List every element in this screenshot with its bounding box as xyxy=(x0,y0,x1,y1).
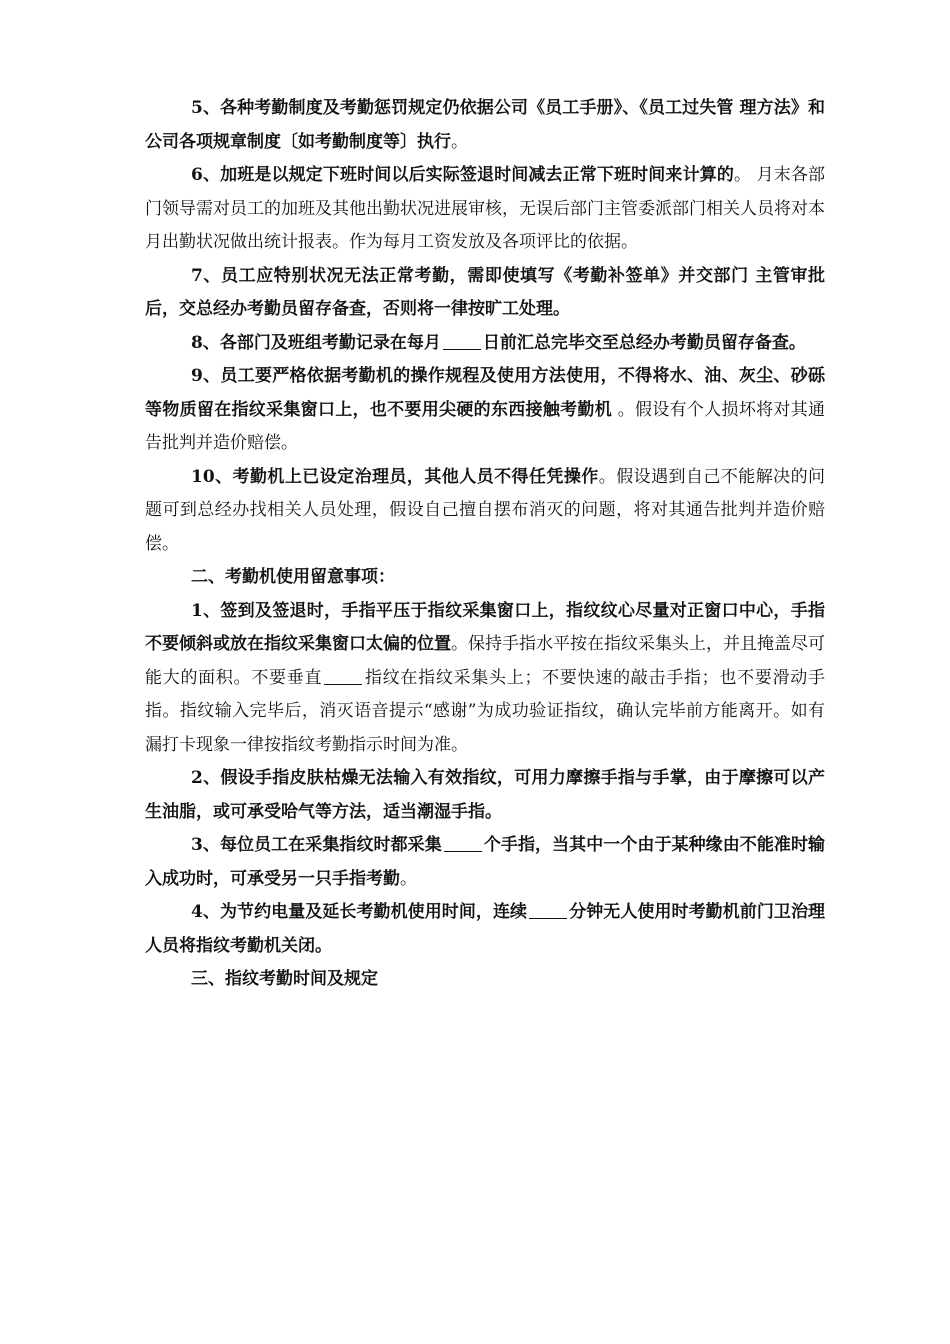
paragraph-10-normal: 。假设遇到自己不能解决的问题可到总经办找相关人员处理，假设自己擅自摆布消灭的问题，将对其通告批判并造价赔偿。 xyxy=(145,466,826,554)
paragraph-8-bold-a: 8、各部门及班组考勤记录在每月 xyxy=(191,332,441,353)
paragraph-6-normal: 。 月末各部门领导需对员工的加班及其他出勤状况进展审核，无误后部门主管委派部门相关人员将对本月出勤状况做出统计报表。作为每月工资发放及各项评比的依据。 xyxy=(145,165,826,252)
note-2-bold: 2、假设手指皮肤枯燥无法输入有效指纹，可用力摩擦手指与手掌，由于摩擦可以产生油脂，或可承受哈气等方法，适当潮湿手指。 xyxy=(145,768,825,822)
note-3-normal: 。 xyxy=(400,868,417,889)
section-heading-3 xyxy=(145,963,825,997)
paragraph-9-normal: 。假设有个人损坏将对其通告批判并造价赔偿。 xyxy=(145,399,826,453)
paragraph-7-bold: 7、员工应特别状况无法正常考勤，需即使填写《考勤补签单》并交部门 主管审批后，交总经办考勤员留存备查，否则将一律按旷工处理。 xyxy=(145,265,825,319)
paragraph-10 xyxy=(145,461,825,562)
note-3-bold-a: 3、每位员工在采集指纹时都采集 xyxy=(191,835,442,855)
fill-in-blank xyxy=(444,833,482,852)
fill-in-blank xyxy=(443,331,481,350)
paragraph-5-normal: 。 xyxy=(451,131,468,152)
paragraph-9-bold: 9、员工要严格依据考勤机的操作规程及使用方法使用，不得将水、油、灰尘、砂砾等物质留在指纹采集窗口上，也不要用尖硬的东西接触考勤机 xyxy=(145,366,825,420)
section-heading-3-text: 三、指纹考勤时间及规定 xyxy=(191,969,378,989)
note-1 xyxy=(145,595,825,763)
note-4-bold-a: 4、为节约电量及延长考勤机使用时间，连续 xyxy=(191,902,528,922)
section-heading-2 xyxy=(145,561,825,595)
fill-in-blank xyxy=(529,900,567,919)
paragraph-6-bold: 6、加班是以规定下班时间以后实际签退时间减去正常下班时间来计算的 xyxy=(191,165,734,185)
note-1-normal-a: 。保持手指水平按在指纹采集头上，并且掩盖尽可能大的面积。不要垂直 xyxy=(145,634,825,688)
note-3 xyxy=(145,829,825,896)
note-2 xyxy=(145,762,825,829)
note-1-bold: 1、签到及签退时，手指平压于指纹采集窗口上，指纹纹心尽量对正窗口中心，手指不要倾斜或放在指纹采集窗口太偏的位置 xyxy=(145,600,825,654)
note-3-bold-b: 个手指，当其中一个由于某种缘由不能准时输入成功时，可承受另一只手指考勤 xyxy=(145,835,826,889)
paragraph-9 xyxy=(145,360,825,461)
paragraph-7 xyxy=(145,260,825,327)
paragraph-8 xyxy=(145,327,825,361)
paragraph-8-bold-b: 日前汇总完毕交至总经办考勤员留存备查。 xyxy=(482,332,806,353)
note-1-normal-b: 指纹在指纹采集头上；不要快速的敲击手指；也不要滑动手指。指纹输入完毕后，消灭语音提示“感谢”为成功验证指纹，确认完毕前方能离开。如有漏打卡现象一律按指纹考勤指示时间为准。 xyxy=(145,667,826,755)
paragraph-10-bold: 10、考勤机上已设定治理员，其他人员不得任凭操作 xyxy=(191,466,599,487)
paragraph-5-bold: 5、各种考勤制度及考勤惩罚规定仍依据公司《员工手册》、《员工过失管 理方法》和公司各项规章制度〔如考勤制度等〕执行 xyxy=(145,98,825,152)
paragraph-5 xyxy=(145,92,825,159)
section-heading-2-text: 二、考勤机使用留意事项： xyxy=(191,567,395,587)
document-page xyxy=(145,92,825,997)
fill-in-blank xyxy=(324,666,362,685)
paragraph-6 xyxy=(145,159,825,260)
note-4-bold-b: 分钟无人使用时考勤机前门卫治理人员将指纹考勤机关闭。 xyxy=(145,902,826,956)
note-4 xyxy=(145,896,825,963)
